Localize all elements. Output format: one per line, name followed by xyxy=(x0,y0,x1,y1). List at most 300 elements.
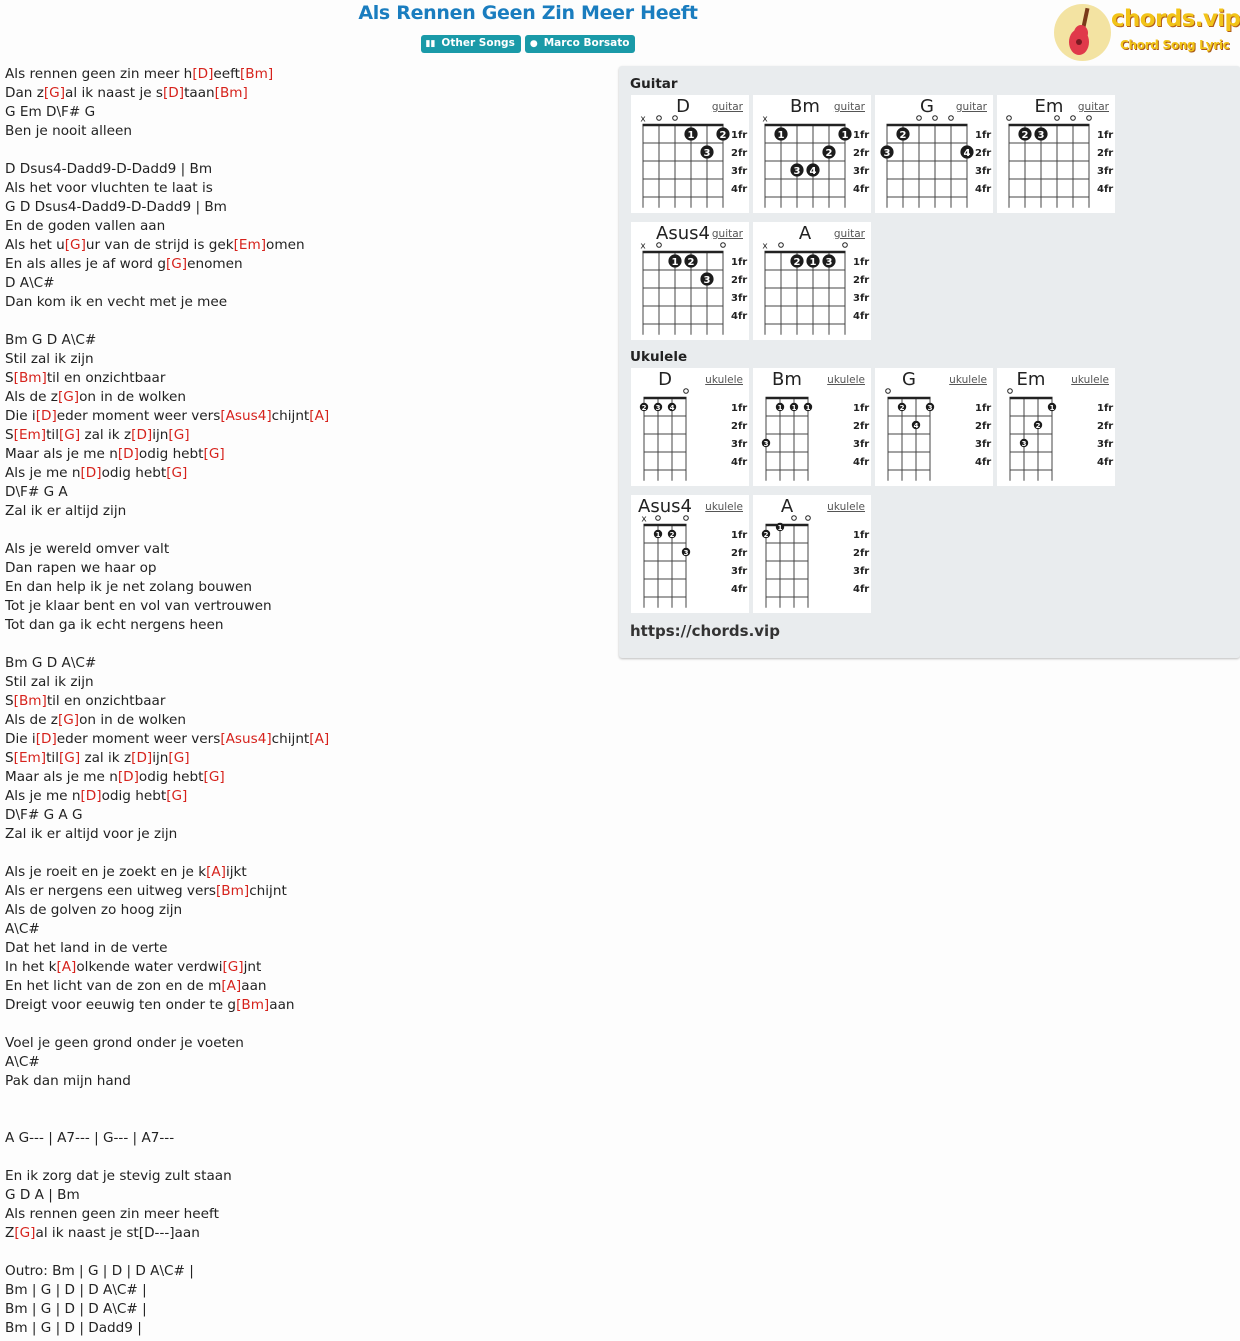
lyric-text: In het k xyxy=(5,959,57,975)
fret-label: 1fr xyxy=(731,257,748,268)
lyric-text: Ben je nooit alleen xyxy=(5,123,132,139)
lyric-line xyxy=(5,1072,605,1091)
muted-string-marker: x xyxy=(762,114,768,125)
site-logo[interactable] xyxy=(1054,2,1240,62)
finger-number: 3 xyxy=(1037,130,1045,141)
chord-marker[interactable]: [D] xyxy=(80,465,102,481)
lyric-text: Dan z xyxy=(5,85,44,101)
lyric-line xyxy=(5,920,605,939)
instrument-link[interactable]: ukulele xyxy=(827,501,865,513)
lyric-line xyxy=(5,521,605,540)
ukulele-chord-card xyxy=(997,368,1115,486)
finger-number: 2 xyxy=(1035,421,1041,430)
instrument-link[interactable]: guitar xyxy=(955,101,987,113)
lyric-text: Dan kom ik en vecht met je mee xyxy=(5,294,228,310)
chord-marker[interactable]: [D] xyxy=(35,408,57,424)
lyric-line xyxy=(5,730,605,749)
lyric-line xyxy=(5,787,605,806)
lyric-text: S xyxy=(5,693,14,709)
instrument-link[interactable]: ukulele xyxy=(827,374,865,386)
chord-name: G xyxy=(920,96,934,117)
lyric-text: A G--- | A7--- | G--- | A7--- xyxy=(5,1130,175,1146)
finger-number: 2 xyxy=(825,148,833,159)
fret-label: 4fr xyxy=(1097,184,1114,195)
open-string-marker xyxy=(1087,116,1092,121)
lyric-text: Maar als je me n xyxy=(5,446,118,462)
fret-label: 1fr xyxy=(853,130,870,141)
chord-name: Em xyxy=(1034,96,1064,117)
lyric-text: chijnt xyxy=(249,883,287,899)
guitar-chord-card xyxy=(753,95,871,213)
lyric-text: En als alles je af word g xyxy=(5,256,166,272)
lyric-text: odig hebt xyxy=(138,446,204,462)
instrument-link[interactable]: ukulele xyxy=(705,501,743,513)
lyric-text: S xyxy=(5,370,14,386)
other-songs-label: Other Songs xyxy=(441,37,515,49)
guitar-heading: Guitar xyxy=(630,76,678,92)
finger-number: 1 xyxy=(809,257,817,268)
fret-label: 4fr xyxy=(853,584,870,595)
fret-label: 3fr xyxy=(853,439,870,450)
finger-number: 1 xyxy=(671,257,679,268)
lyric-line xyxy=(5,274,605,293)
lyric-line xyxy=(5,1281,605,1300)
lyric-line xyxy=(5,654,605,673)
lyric-line xyxy=(5,179,605,198)
lyric-text: A\C# xyxy=(5,921,40,937)
lyric-text: chijnt xyxy=(271,408,310,424)
lyric-text: Die i xyxy=(5,408,36,424)
lyric-line xyxy=(5,445,605,464)
lyric-line xyxy=(5,692,605,711)
fret-label: 2fr xyxy=(853,548,870,559)
muted-string-marker: x xyxy=(762,241,768,252)
fret-label: 4fr xyxy=(731,184,748,195)
chord-marker[interactable]: [A] xyxy=(309,408,330,424)
fret-label: 1fr xyxy=(853,257,870,268)
fret-label: 1fr xyxy=(975,403,992,414)
fret-label: 4fr xyxy=(1097,457,1114,468)
instrument-link[interactable]: ukulele xyxy=(1071,374,1109,386)
guitar-chord-card xyxy=(875,95,993,213)
lyric-text: taan xyxy=(184,85,215,101)
lyric-text: ijn xyxy=(152,427,169,443)
chord-marker[interactable]: [G] xyxy=(203,446,225,462)
fret-label: 1fr xyxy=(1097,130,1114,141)
chord-name: D xyxy=(658,369,672,390)
chord-marker[interactable]: [Asus4] xyxy=(220,408,272,424)
guitar-chord-card xyxy=(997,95,1115,213)
lyric-text: Z xyxy=(5,1225,15,1241)
finger-number: 2 xyxy=(899,130,907,141)
fret-label: 3fr xyxy=(731,166,748,177)
fret-label: 2fr xyxy=(731,421,748,432)
lyric-text: Stil zal ik zijn xyxy=(5,351,94,367)
ukulele-chord-card xyxy=(753,495,871,613)
fret-label: 3fr xyxy=(853,566,870,577)
lyric-line xyxy=(5,160,605,179)
fret-label: 2fr xyxy=(731,275,748,286)
fret-label: 2fr xyxy=(1097,421,1114,432)
chord-marker[interactable]: [Asus4] xyxy=(220,731,272,747)
lyric-text: D\F# G A G xyxy=(5,807,83,823)
lyric-line xyxy=(5,1186,605,1205)
fret-label: 3fr xyxy=(853,166,870,177)
lyric-text: En het licht van de zon en de m xyxy=(5,978,222,994)
lyric-text: aan xyxy=(241,978,267,994)
lyric-text: Als je me n xyxy=(5,788,81,804)
finger-number: 2 xyxy=(687,257,695,268)
lyric-line xyxy=(5,1300,605,1319)
lyric-line xyxy=(5,1091,605,1110)
chord-marker[interactable]: [Em] xyxy=(233,237,267,253)
lyric-text: En de goden vallen aan xyxy=(5,218,166,234)
lyric-line xyxy=(5,673,605,692)
open-string-marker xyxy=(721,243,726,248)
lyric-text: Dreigt voor eeuwig ten onder te g xyxy=(5,997,237,1013)
chord-marker[interactable]: [G] xyxy=(166,465,188,481)
fret-label: 4fr xyxy=(975,184,992,195)
chord-marker[interactable]: [D] xyxy=(162,85,185,101)
lyric-text: Als het voor vluchten te laat is xyxy=(5,180,213,196)
lyric-line xyxy=(5,977,605,996)
finger-number: 4 xyxy=(913,421,919,430)
lyric-text: til xyxy=(46,427,59,443)
lyric-text: Tot dan ga ik echt nergens heen xyxy=(5,617,224,633)
lyric-text: eeft xyxy=(213,66,240,82)
fret-label: 3fr xyxy=(731,439,748,450)
lyric-line xyxy=(5,1205,605,1224)
lyric-text: Dat het land in de verte xyxy=(5,940,168,956)
chord-name: D xyxy=(676,96,690,117)
lyric-text: olkende water verdwi xyxy=(76,959,223,975)
instrument-link[interactable]: ukulele xyxy=(705,374,743,386)
finger-number: 3 xyxy=(683,548,689,557)
lyric-text: Als je roeit en je zoekt en je k xyxy=(5,864,207,880)
chord-marker[interactable]: [A] xyxy=(309,731,330,747)
lyric-text: al ik naast je st[D---]aan xyxy=(35,1225,200,1241)
lyric-line xyxy=(5,616,605,635)
fret-label: 1fr xyxy=(853,403,870,414)
lyric-line xyxy=(5,711,605,730)
lyric-line xyxy=(5,863,605,882)
fret-label: 2fr xyxy=(975,148,992,159)
fret-label: 3fr xyxy=(975,439,992,450)
lyric-text: Pak dan mijn hand xyxy=(5,1073,131,1089)
lyric-line xyxy=(5,1262,605,1281)
chord-marker[interactable]: [Bm] xyxy=(216,883,250,899)
lyric-text: D A\C# xyxy=(5,275,55,291)
fret-label: 4fr xyxy=(731,311,748,322)
lyric-text: Die i xyxy=(5,731,36,747)
book-icon: ▮▮ xyxy=(425,39,436,49)
other-songs-tag[interactable] xyxy=(421,35,521,53)
lyric-line xyxy=(5,312,605,331)
lyric-text: on in de wolken xyxy=(79,712,186,728)
lyric-line xyxy=(5,559,605,578)
finger-number: 2 xyxy=(899,403,905,412)
lyric-line xyxy=(5,635,605,654)
fret-label: 1fr xyxy=(731,530,748,541)
chord-marker[interactable]: [Em] xyxy=(13,750,47,766)
lyric-text: G Em D\F# G xyxy=(5,104,96,120)
lyric-text: odig hebt xyxy=(101,465,167,481)
fret-label: 4fr xyxy=(853,457,870,468)
chord-marker[interactable]: [Em] xyxy=(13,427,47,443)
chord-name: A xyxy=(798,223,812,244)
chord-marker[interactable]: [A] xyxy=(56,959,77,975)
finger-number: 3 xyxy=(793,166,801,177)
instrument-link[interactable]: guitar xyxy=(711,228,743,240)
lyric-line xyxy=(5,1319,605,1338)
lyric-line xyxy=(5,350,605,369)
chord-marker[interactable]: [G] xyxy=(64,237,86,253)
fret-label: 1fr xyxy=(731,403,748,414)
instrument-link[interactable]: guitar xyxy=(1077,101,1109,113)
finger-number: 1 xyxy=(687,130,695,141)
lyric-text: En ik zorg dat je stevig zult staan xyxy=(5,1168,232,1184)
lyric-line xyxy=(5,65,605,84)
chord-marker[interactable]: [G] xyxy=(222,959,244,975)
chord-marker[interactable]: [D] xyxy=(131,750,153,766)
lyric-line xyxy=(5,597,605,616)
lyric-line xyxy=(5,122,605,141)
chord-marker[interactable]: [G] xyxy=(58,750,81,766)
lyric-text: Als de golven zo hoog zijn xyxy=(5,902,183,918)
chord-marker[interactable]: [Bm] xyxy=(240,66,274,82)
chord-marker[interactable]: [D] xyxy=(80,788,102,804)
lyric-text: odig hebt xyxy=(101,788,167,804)
lyric-line xyxy=(5,996,605,1015)
chord-name: Asus4 xyxy=(638,496,692,517)
open-string-marker xyxy=(843,243,848,248)
lyric-line xyxy=(5,1243,605,1262)
chord-marker[interactable]: [G] xyxy=(43,85,66,101)
lyric-text: on in de wolken xyxy=(79,389,186,405)
chord-marker[interactable]: [G] xyxy=(165,256,188,272)
chord-marker[interactable]: [Bm] xyxy=(13,370,47,386)
lyric-text: Bm | G | D | D A\C# | xyxy=(5,1301,147,1317)
chord-marker[interactable]: [G] xyxy=(14,1225,36,1241)
lyric-text: Zal ik er altijd zijn xyxy=(5,503,127,519)
fret-label: 1fr xyxy=(975,130,992,141)
chord-marker[interactable]: [D] xyxy=(192,66,214,82)
finger-number: 1 xyxy=(841,130,849,141)
finger-number: 3 xyxy=(825,257,833,268)
chord-marker[interactable]: [D] xyxy=(35,731,57,747)
chord-marker[interactable]: [A] xyxy=(221,978,242,994)
lyric-text: S xyxy=(5,427,14,443)
lyric-line xyxy=(5,1129,605,1148)
chord-marker[interactable]: [A] xyxy=(206,864,226,880)
finger-number: 2 xyxy=(641,403,647,412)
fret-label: 3fr xyxy=(1097,439,1114,450)
open-string-marker xyxy=(1007,116,1012,121)
chord-marker[interactable]: [D] xyxy=(117,769,139,785)
chord-name: Asus4 xyxy=(656,223,710,244)
lyric-line xyxy=(5,407,605,426)
lyric-text: En dan help ik je net zolang bouwen xyxy=(5,579,252,595)
lyric-text: eder moment weer vers xyxy=(56,408,221,424)
tag-bar xyxy=(0,35,1056,53)
lyric-text: ur van de strijd is gek xyxy=(85,237,234,253)
site-url[interactable]: https://chords.vip xyxy=(630,622,780,640)
finger-number: 1 xyxy=(805,403,811,412)
lyric-text: Zal ik er altijd voor je zijn xyxy=(5,826,178,842)
fret-label: 3fr xyxy=(853,293,870,304)
finger-number: 3 xyxy=(703,148,711,159)
lyric-line xyxy=(5,464,605,483)
lyric-text: Als het u xyxy=(5,237,65,253)
lyric-line xyxy=(5,540,605,559)
lyric-line xyxy=(5,1148,605,1167)
artist-tag[interactable] xyxy=(525,35,636,53)
lyric-line xyxy=(5,84,605,103)
lyric-line xyxy=(5,901,605,920)
lyric-line xyxy=(5,882,605,901)
finger-number: 3 xyxy=(1021,439,1027,448)
lyric-text: til en onzichtbaar xyxy=(46,370,166,386)
lyric-text: Stil zal ik zijn xyxy=(5,674,94,690)
finger-number: 3 xyxy=(883,148,891,159)
lyric-text: zal ik z xyxy=(80,427,132,443)
fret-label: 3fr xyxy=(731,293,748,304)
fret-label: 3fr xyxy=(1097,166,1114,177)
instrument-link[interactable]: guitar xyxy=(711,101,743,113)
fret-label: 4fr xyxy=(975,457,992,468)
fret-label: 2fr xyxy=(853,421,870,432)
finger-number: 3 xyxy=(703,275,711,286)
chord-name: A xyxy=(780,496,794,517)
logo-brand: chords.vip xyxy=(1111,6,1240,32)
guitar-chord-card xyxy=(753,222,871,340)
lyric-text: enomen xyxy=(187,256,243,272)
lyric-text: Dan rapen we haar op xyxy=(5,560,157,576)
lyric-line xyxy=(5,825,605,844)
fret-label: 4fr xyxy=(731,584,748,595)
fret-label: 1fr xyxy=(853,530,870,541)
lyric-line xyxy=(5,1110,605,1129)
lyric-text: Maar als je me n xyxy=(5,769,118,785)
finger-number: 2 xyxy=(793,257,801,268)
instrument-link[interactable]: guitar xyxy=(833,101,865,113)
logo-tagline: Chord Song Lyric xyxy=(1120,38,1230,52)
instrument-link[interactable]: ukulele xyxy=(949,374,987,386)
lyric-line xyxy=(5,768,605,787)
lyric-line xyxy=(5,198,605,217)
ukulele-icon xyxy=(1066,6,1098,58)
lyrics-body xyxy=(5,65,605,1338)
finger-number: 1 xyxy=(1049,403,1055,412)
guitar-chord-card xyxy=(631,222,749,340)
finger-number: 2 xyxy=(763,530,769,539)
finger-number: 2 xyxy=(719,130,727,141)
lyric-line xyxy=(5,806,605,825)
finger-number: 3 xyxy=(763,439,769,448)
muted-string-marker: x xyxy=(641,514,647,525)
finger-number: 3 xyxy=(655,403,661,412)
finger-number: 1 xyxy=(791,403,797,412)
finger-number: 1 xyxy=(777,403,783,412)
lyric-line xyxy=(5,502,605,521)
chord-name: Em xyxy=(1016,369,1046,390)
lyric-line xyxy=(5,1034,605,1053)
instrument-link[interactable]: guitar xyxy=(833,228,865,240)
lyric-text: G D A | Bm xyxy=(5,1187,80,1203)
ukulele-chord-card xyxy=(631,495,749,613)
fret-label: 2fr xyxy=(1097,148,1114,159)
chord-marker[interactable]: [G] xyxy=(58,427,81,443)
lyric-text: Bm G D A\C# xyxy=(5,332,97,348)
chord-marker[interactable]: [G] xyxy=(203,769,225,785)
fret-label: 2fr xyxy=(731,548,748,559)
chord-marker[interactable]: [G] xyxy=(168,750,190,766)
lyric-text: Als rennen geen zin meer heeft xyxy=(5,1206,219,1222)
muted-string-marker: x xyxy=(640,114,646,125)
fret-label: 4fr xyxy=(853,184,870,195)
chord-marker[interactable]: [D] xyxy=(131,427,153,443)
lyric-text: Als de z xyxy=(5,712,58,728)
lyric-text: Als de z xyxy=(5,389,58,405)
chord-marker[interactable]: [Bm] xyxy=(13,693,47,709)
song-title: Als Rennen Geen Zin Meer Heeft xyxy=(358,2,698,24)
chord-marker[interactable]: [Bm] xyxy=(236,997,270,1013)
finger-number: 4 xyxy=(669,403,675,412)
finger-number: 3 xyxy=(927,403,933,412)
chord-marker[interactable]: [G] xyxy=(57,712,80,728)
artist-label: Marco Borsato xyxy=(543,37,630,49)
chord-marker[interactable]: [G] xyxy=(57,389,80,405)
chord-marker[interactable]: [D] xyxy=(117,446,139,462)
lyric-text: zal ik z xyxy=(80,750,132,766)
chord-marker[interactable]: [G] xyxy=(168,427,190,443)
chord-name: G xyxy=(902,369,916,390)
lyric-text: omen xyxy=(266,237,305,253)
finger-number: 1 xyxy=(777,523,783,532)
lyric-line xyxy=(5,844,605,863)
lyric-text: Outro: Bm | G | D | D A\C# | xyxy=(5,1263,194,1279)
lyric-text: Bm | G | D | D A\C# | xyxy=(5,1282,147,1298)
muted-string-marker: x xyxy=(640,241,646,252)
lyric-line xyxy=(5,426,605,445)
fret-label: 4fr xyxy=(731,457,748,468)
chord-marker[interactable]: [Bm] xyxy=(214,85,248,101)
lyric-line xyxy=(5,1224,605,1243)
lyric-text: Voel je geen grond onder je voeten xyxy=(5,1035,244,1051)
fret-label: 2fr xyxy=(975,421,992,432)
user-icon: ● xyxy=(529,39,538,49)
chord-diagram-panel xyxy=(619,66,1240,658)
ukulele-heading: Ukulele xyxy=(630,349,688,365)
fret-label: 1fr xyxy=(731,130,748,141)
finger-number: 4 xyxy=(809,166,817,177)
chord-marker[interactable]: [G] xyxy=(166,788,188,804)
chord-name: Bm xyxy=(772,369,802,390)
lyric-text: al ik naast je s xyxy=(65,85,163,101)
ukulele-chord-card xyxy=(631,368,749,486)
lyric-text: odig hebt xyxy=(138,769,204,785)
fret-label: 2fr xyxy=(853,148,870,159)
fret-label: 2fr xyxy=(853,275,870,286)
lyric-text: Als er nergens een uitweg vers xyxy=(5,883,216,899)
lyric-line xyxy=(5,141,605,160)
finger-number: 1 xyxy=(777,130,785,141)
finger-number: 2 xyxy=(669,530,675,539)
lyric-text: Bm G D A\C# xyxy=(5,655,97,671)
lyric-text: D\F# G A xyxy=(5,484,68,500)
finger-number: 4 xyxy=(963,148,971,159)
lyric-line xyxy=(5,103,605,122)
